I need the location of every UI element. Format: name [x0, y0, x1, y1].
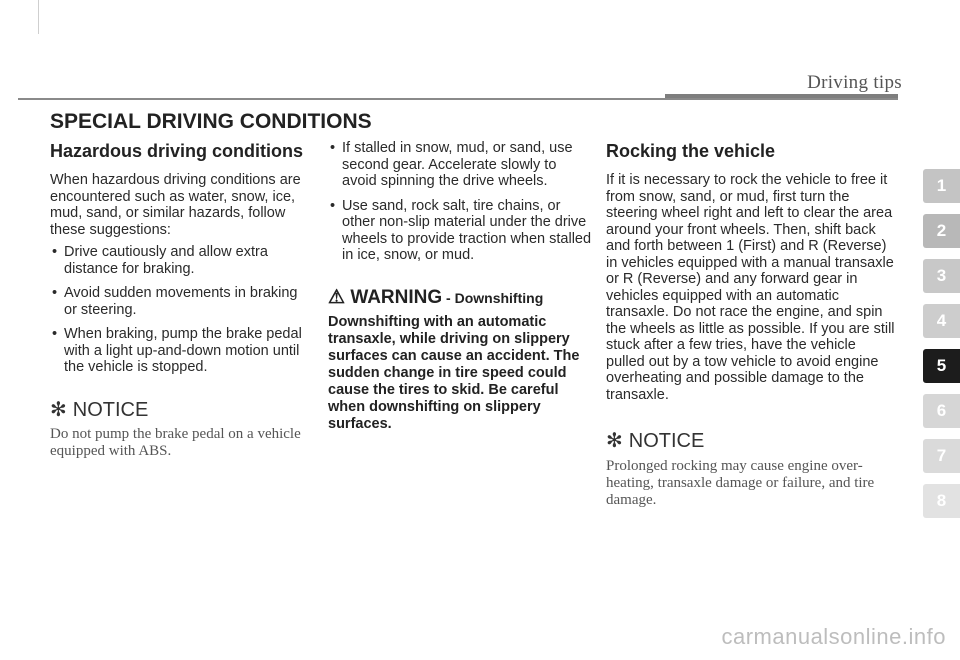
asterisk-icon: ✻ [606, 430, 623, 452]
watermark: carmanualsonline.info [721, 624, 946, 649]
warning-subtitle: - Downshifting [442, 289, 544, 306]
list-item: • If stalled in snow, mud, or sand, use second gear. Accelerate slowly to avoid spinning the drive wheels. [328, 140, 592, 190]
chapter-tab-3[interactable]: 3 [923, 259, 960, 293]
notice-heading [606, 430, 898, 452]
notice-text: Do not pump the brake pedal on a vehicle equipped with ABS. [50, 426, 301, 459]
asterisk-icon: ✻ [50, 398, 67, 421]
notice-text: Prolonged rocking may cause engine over-heating, transaxle damage or failure, and tire damage. [606, 457, 875, 508]
column-right [606, 140, 898, 509]
list-item: • Avoid sudden movements in braking or steering. [50, 285, 312, 318]
chapter-tab-2[interactable]: 2 [923, 214, 960, 248]
chapter-title: Driving tips [807, 72, 902, 93]
column-middle [328, 140, 592, 433]
list-item: • Drive cautiously and allow extra distance for braking. [50, 244, 312, 277]
warning-label: WARNING [350, 286, 443, 308]
chapter-tabs [923, 169, 960, 529]
warning-text: Downshifting with an automatic transaxle, while driving on slippery surfaces can cause an accident. The sudden change in tire speed could cause the tires to skid. Be careful when downshifting on slippery surfaces. [328, 314, 580, 432]
notice-heading [50, 398, 312, 421]
scan-artifact-line [38, 0, 39, 34]
chapter-tab-8[interactable]: 8 [923, 484, 960, 518]
hazardous-list [50, 244, 312, 376]
notice-label: NOTICE [628, 430, 705, 452]
rocking-heading: Rocking the vehicle [606, 141, 776, 161]
warning-triangle-icon: ⚠ [328, 286, 346, 308]
warning-heading [328, 286, 592, 308]
chapter-tab-4[interactable]: 4 [923, 304, 960, 338]
chapter-tab-7[interactable]: 7 [923, 439, 960, 473]
chapter-tab-5[interactable]: 5 [923, 349, 960, 383]
section-title: SPECIAL DRIVING CONDITIONS [50, 110, 372, 133]
notice-label: NOTICE [72, 398, 149, 421]
chapter-tab-6[interactable]: 6 [923, 394, 960, 428]
list-item: • Use sand, rock salt, tire chains, or other non-slip material under the drive wheels to provide traction when stalled in ice, snow, or mud. [328, 198, 592, 264]
hazardous-intro: When hazardous driving conditions are encountered such as water, snow, ice, mud, sand, or similar hazards, follow these suggestions: [50, 172, 301, 238]
list-item: • When braking, pump the brake pedal with a light up-and-down motion until the vehicle is stopped. [50, 326, 312, 376]
column-left [50, 140, 312, 460]
chapter-tab-1[interactable]: 1 [923, 169, 960, 203]
header-rule [18, 98, 898, 100]
rocking-text: If it is necessary to rock the vehicle to free it from snow, sand, or mud, first turn the steering wheel right and left to clear the area around your front wheels. Then, shift back and forth between 1 (First) and R (Reverse) in vehicles equipped with a manual transaxle or R (Reverse) and any forward gear in vehicles equipped with an automatic transaxle. Do not race the engine, and spin the wheels as little as possible. If you are still stuck after a few tries, have the vehicle pulled out by a tow vehicle to avoid engine overheating and possible damage to the transaxle. [606, 172, 895, 403]
traction-list [328, 140, 592, 264]
hazardous-heading: Hazardous driving conditions [50, 141, 304, 161]
